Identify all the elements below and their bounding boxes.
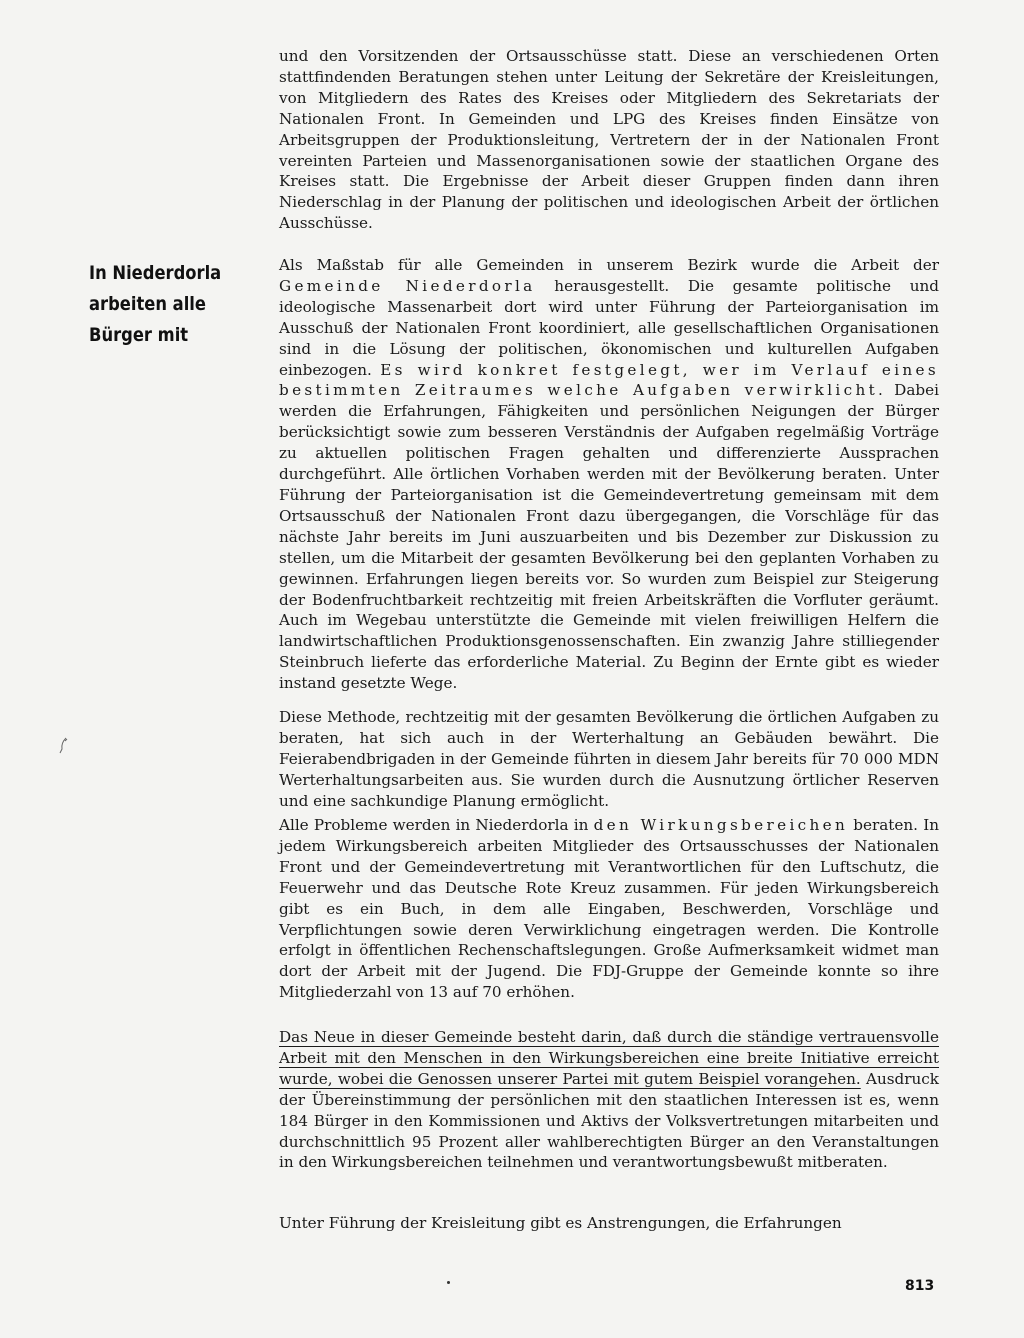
margin-heading-line-2: arbeiten alle (89, 293, 207, 315)
underlined-passage: Das Neue in dieser Gemeinde besteht darin, daß durch die ständige vertrauensvolle Arbeit mit den Menschen in den Wirkungsbereichen eine breite Initiative erreicht wurde, wobei die Genossen unserer Partei mit gutem Beispiel vorangehen. (279, 1028, 939, 1088)
paragraph-wirkungsbereiche (279, 815, 939, 1003)
margin-heading-line-1: In Niederdorla (89, 262, 222, 284)
paragraph-niederdorla (279, 255, 939, 694)
paragraph-2-part-a: Als Maßstab für alle Gemeinden in unserem Bezirk wurde die Arbeit der (279, 256, 939, 274)
paragraph-method (279, 707, 939, 812)
paragraph-4-part-a: Alle Probleme werden in Niederdorla in (279, 816, 594, 834)
spaced-emphasis-text: Es wird konkret festgelegt, wer im Verlauf eines bestimmten Zeitraumes welche Aufgaben verwirklicht. (279, 360, 939, 400)
ink-dot (447, 1281, 450, 1284)
margin-heading-line-3: Bürger mit (89, 324, 189, 346)
margin-heading (89, 258, 235, 351)
spaced-wirkungsbereichen: den Wirkungsbereichen (593, 816, 849, 834)
paragraph-2-part-c: Dabei werden die Erfahrungen, Fähigkeiten und persönlichen Neigungen der Bürger berücksichtigt sowie zum besseren Verständnis der Aufgaben regelmäßig Vorträge zu aktuellen politischen Fragen gehalten und differenzierte Aussprachen durchgeführt. Alle örtlichen Vorhaben werden mit der Bevölkerung beraten. Unter Führung der Parteiorganisation ist die Gemeindevertretung gemeinsam mit dem Ortsausschuß der Nationalen Front dazu übergegangen, die Vorschläge für das nächste Jahr bereits im Juni auszuarbeiten und bis Dezember zur Diskussion zu stellen, um die Mitarbeit der gesamten Bevölkerung bei den geplanten Vorhaben zu gewinnen. Erfahrungen liegen bereits vor. So wurden zum Beispiel zur Steigerung der Bodenfruchtbarkeit rechtzeitig mit freien Arbeitskräften die Vorfluter geräumt. Auch im Wegebau unterstützte die Gemeinde mit vielen freiwilligen Helfern die landwirtschaftlichen Produktionsgenossenschaften. Ein zwanzig Jahre stilliegender Steinbruch lieferte das erforderliche Material. Zu Beginn der Ernte gibt es wieder instand gesetzte Wege. (279, 381, 939, 693)
paragraph-das-neue (279, 1027, 939, 1173)
paragraph-intro-text: und den Vorsitzenden der Ortsausschüsse statt. Diese an verschiedenen Orten stattfindenden Beratungen stehen unter Leitung der Sekretäre der Kreisleitungen, von Mitgliedern des Rates des Kreises oder Mitgliedern des Sekretariats der Nationalen Front. In Gemeinden und LPG des Kreises finden Einsätze von Arbeitsgruppen der Produktionsleitung, Vertretern der in der Nationalen Front vereinten Parteien und Massenorganisationen sowie der staatlichen Organe des Kreises statt. Die Ergebnisse der Arbeit dieser Gruppen finden dann ihren Niederschlag in der Planung der politischen und ideologischen Arbeit der örtlichen Ausschüsse. (279, 47, 939, 233)
spaced-gemeinde-niederdorla: Gemeinde Niederdorla (279, 276, 536, 295)
paragraph-5-rest: Ausdruck der Übereinstimmung der persönlichen mit den staatlichen Interessen ist es, wenn 184 Bürger in den Kommissionen und Aktivs der Volksvertretungen mitarbeiten und durchschnittlich 95 Prozent aller wahlberechtigten Bürger an den Veranstaltungen in den Wirkungsbereichen teilnehmen und verantwortungsbewußt mitberaten. (279, 1069, 939, 1172)
pencil-mark-icon (58, 737, 70, 755)
paragraph-3-text: Diese Methode, rechtzeitig mit der gesamten Bevölkerung die örtlichen Aufgaben zu beraten, hat sich auch in der Werterhaltung an Gebäuden bewährt. Die Feierabendbrigaden in der Gemeinde führten in diesem Jahr bereits für 70 000 MDN Werterhaltungsarbeiten aus. Sie wurden durch die Ausnutzung örtlicher Reserven und eine sachkundige Planung ermöglicht. (279, 708, 939, 810)
paragraph-6-text: Unter Führung der Kreisleitung gibt es Anstrengungen, die Erfahrungen (279, 1214, 842, 1232)
page-number: 813 (905, 1278, 935, 1294)
paragraph-intro (279, 46, 939, 234)
paragraph-2-part-b: herausgestellt. Die gesamte politische und ideologische Massenarbeit dort wird unter Führung der Parteiorganisation im Ausschuß der Nationalen Front koordiniert, alle gesellschaftlichen Organisationen sind in die Lösung der politischen, ökonomischen und kulturellen Aufgaben einbezogen. (279, 276, 939, 379)
paragraph-closing (279, 1213, 939, 1234)
paragraph-4-part-b: beraten. In jedem Wirkungsbereich arbeiten Mitglieder des Ortsausschusses der Nationalen Front und der Gemeindevertretung mit Verantwortlichen für den Luftschutz, die Feuerwehr und das Deutsche Rote Kreuz zusammen. Für jeden Wirkungsbereich gibt es ein Buch, in dem alle Eingaben, Beschwerden, Vorschläge und Verpflichtungen sowie deren Verwirklichung eingetragen werden. Die Kontrolle erfolgt in öffentlichen Rechenschaftslegungen. Große Aufmerksamkeit widmet man dort der Arbeit mit der Jugend. Die FDJ-Gruppe der Gemeinde konnte so ihre Mitgliederzahl von 13 auf 70 erhöhen. (279, 816, 939, 1002)
